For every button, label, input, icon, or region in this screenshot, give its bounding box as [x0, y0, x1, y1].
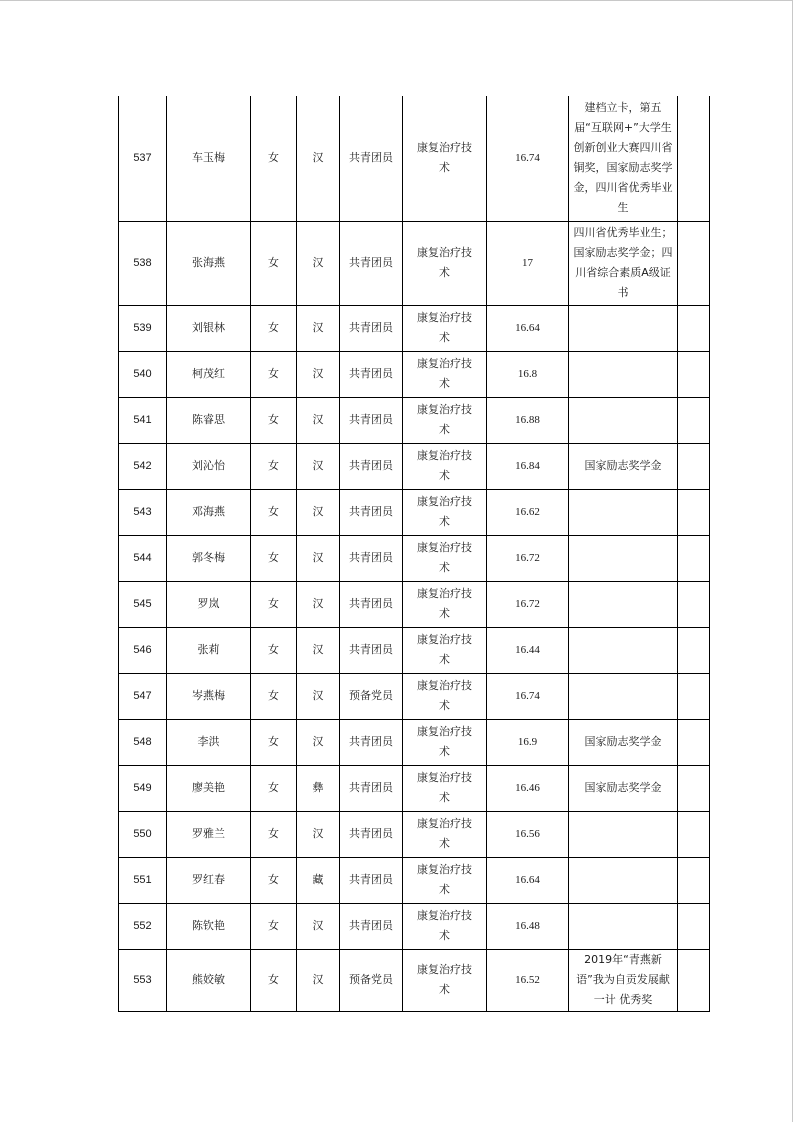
student-score: 16.46 [487, 765, 569, 811]
student-ethnicity: 汉 [297, 949, 340, 1011]
political-status: 共青团员 [340, 857, 403, 903]
student-name: 陈钦艳 [167, 903, 251, 949]
political-status: 共青团员 [340, 627, 403, 673]
student-name: 李洪 [167, 719, 251, 765]
remarks-cell [678, 397, 710, 443]
student-major [403, 489, 487, 535]
student-ethnicity: 汉 [297, 221, 340, 305]
student-score: 16.9 [487, 719, 569, 765]
student-name: 熊姣敏 [167, 949, 251, 1011]
student-awards: 2019年“青燕新语”我为自贡发展献一计 优秀奖 [569, 949, 678, 1011]
student-ethnicity: 汉 [297, 581, 340, 627]
student-score: 16.88 [487, 397, 569, 443]
student-score: 16.56 [487, 811, 569, 857]
major-line: 术 [439, 469, 450, 482]
table-row [119, 489, 710, 535]
student-roster-table [118, 96, 710, 1012]
student-name: 廖美艳 [167, 765, 251, 811]
major-line: 康复治疗技 [417, 587, 472, 600]
student-gender: 女 [251, 305, 297, 351]
remarks-cell [678, 96, 710, 221]
student-awards [569, 673, 678, 719]
student-score: 16.74 [487, 673, 569, 719]
major-line: 康复治疗技 [417, 679, 472, 692]
remarks-cell [678, 535, 710, 581]
political-status: 共青团员 [340, 305, 403, 351]
student-ethnicity: 汉 [297, 351, 340, 397]
student-awards [569, 397, 678, 443]
student-ethnicity: 汉 [297, 673, 340, 719]
remarks-cell [678, 581, 710, 627]
political-status: 共青团员 [340, 535, 403, 581]
student-number: 540 [119, 351, 167, 397]
student-number: 539 [119, 305, 167, 351]
table-row [119, 351, 710, 397]
student-score: 16.84 [487, 443, 569, 489]
political-status: 共青团员 [340, 221, 403, 305]
student-major [403, 719, 487, 765]
student-gender: 女 [251, 221, 297, 305]
remarks-cell [678, 811, 710, 857]
major-line: 术 [439, 983, 450, 996]
student-awards [569, 627, 678, 673]
political-status: 共青团员 [340, 811, 403, 857]
table-row [119, 305, 710, 351]
table-row [119, 535, 710, 581]
table-row [119, 857, 710, 903]
student-score: 16.48 [487, 903, 569, 949]
table-row [119, 719, 710, 765]
political-status: 共青团员 [340, 489, 403, 535]
major-line: 康复治疗技 [417, 633, 472, 646]
student-gender: 女 [251, 581, 297, 627]
student-ethnicity: 汉 [297, 443, 340, 489]
student-awards [569, 903, 678, 949]
major-line: 术 [439, 837, 450, 850]
table-row [119, 811, 710, 857]
student-name: 罗岚 [167, 581, 251, 627]
student-major [403, 765, 487, 811]
student-ethnicity: 汉 [297, 811, 340, 857]
table-row [119, 765, 710, 811]
major-line: 康复治疗技 [417, 357, 472, 370]
student-gender: 女 [251, 903, 297, 949]
student-awards [569, 305, 678, 351]
major-line: 康复治疗技 [417, 863, 472, 876]
student-awards [569, 489, 678, 535]
table-row [119, 443, 710, 489]
major-line: 康复治疗技 [417, 909, 472, 922]
political-status: 共青团员 [340, 351, 403, 397]
student-name: 郭冬梅 [167, 535, 251, 581]
student-major [403, 903, 487, 949]
major-line: 术 [439, 515, 450, 528]
student-ethnicity: 汉 [297, 305, 340, 351]
student-ethnicity: 汉 [297, 719, 340, 765]
major-line: 康复治疗技 [417, 771, 472, 784]
political-status: 共青团员 [340, 765, 403, 811]
student-gender: 女 [251, 857, 297, 903]
major-line: 康复治疗技 [417, 725, 472, 738]
student-score: 16.62 [487, 489, 569, 535]
student-gender: 女 [251, 96, 297, 221]
political-status: 共青团员 [340, 903, 403, 949]
remarks-cell [678, 351, 710, 397]
remarks-cell [678, 221, 710, 305]
remarks-cell [678, 949, 710, 1011]
student-number: 550 [119, 811, 167, 857]
student-number: 551 [119, 857, 167, 903]
remarks-cell [678, 719, 710, 765]
student-ethnicity: 汉 [297, 489, 340, 535]
student-ethnicity: 汉 [297, 96, 340, 221]
political-status: 共青团员 [340, 397, 403, 443]
student-number: 552 [119, 903, 167, 949]
political-status: 共青团员 [340, 443, 403, 489]
student-name: 柯茂红 [167, 351, 251, 397]
student-score: 16.52 [487, 949, 569, 1011]
major-line: 术 [439, 377, 450, 390]
student-gender: 女 [251, 351, 297, 397]
major-line: 术 [439, 607, 450, 620]
student-name: 张莉 [167, 627, 251, 673]
major-line: 术 [439, 161, 450, 175]
student-ethnicity: 汉 [297, 397, 340, 443]
student-awards [569, 535, 678, 581]
student-awards: 国家励志奖学金 [569, 765, 678, 811]
student-name: 刘沁怡 [167, 443, 251, 489]
student-name: 邓海燕 [167, 489, 251, 535]
major-line: 术 [439, 561, 450, 574]
major-line: 康复治疗技 [417, 403, 472, 416]
major-line: 术 [439, 883, 450, 896]
student-awards: 四川省优秀毕业生；国家励志奖学金；四川省综合素质A级证书 [569, 221, 678, 305]
student-number: 544 [119, 535, 167, 581]
student-awards [569, 581, 678, 627]
student-major [403, 397, 487, 443]
student-number: 543 [119, 489, 167, 535]
student-major [403, 221, 487, 305]
political-status: 预备党员 [340, 673, 403, 719]
student-number: 548 [119, 719, 167, 765]
student-name: 陈睿思 [167, 397, 251, 443]
student-number: 537 [119, 96, 167, 221]
major-line: 术 [439, 791, 450, 804]
major-line: 术 [439, 331, 450, 344]
student-number: 549 [119, 765, 167, 811]
table-row [119, 949, 710, 1011]
table-row [119, 221, 710, 305]
student-gender: 女 [251, 443, 297, 489]
student-name: 罗红春 [167, 857, 251, 903]
student-number: 545 [119, 581, 167, 627]
student-major [403, 443, 487, 489]
student-gender: 女 [251, 627, 297, 673]
student-major [403, 305, 487, 351]
student-score: 16.8 [487, 351, 569, 397]
student-major [403, 351, 487, 397]
student-name: 罗雅兰 [167, 811, 251, 857]
major-line: 术 [439, 699, 450, 712]
student-score: 16.74 [487, 96, 569, 221]
table-row [119, 903, 710, 949]
major-line: 术 [439, 745, 450, 758]
remarks-cell [678, 903, 710, 949]
student-awards: 国家励志奖学金 [569, 719, 678, 765]
major-line: 康复治疗技 [417, 141, 472, 155]
table-row [119, 627, 710, 673]
remarks-cell [678, 489, 710, 535]
political-status: 共青团员 [340, 96, 403, 221]
student-number: 547 [119, 673, 167, 719]
student-gender: 女 [251, 489, 297, 535]
student-number: 546 [119, 627, 167, 673]
student-major [403, 811, 487, 857]
student-number: 541 [119, 397, 167, 443]
student-gender: 女 [251, 673, 297, 719]
student-major [403, 857, 487, 903]
student-name: 刘银林 [167, 305, 251, 351]
student-ethnicity: 汉 [297, 627, 340, 673]
table-row [119, 96, 710, 221]
major-line: 术 [439, 423, 450, 436]
student-major [403, 535, 487, 581]
student-number: 542 [119, 443, 167, 489]
student-score: 16.44 [487, 627, 569, 673]
student-name: 岑燕梅 [167, 673, 251, 719]
student-awards [569, 811, 678, 857]
political-status: 共青团员 [340, 719, 403, 765]
student-major [403, 627, 487, 673]
student-awards [569, 351, 678, 397]
student-ethnicity: 汉 [297, 535, 340, 581]
remarks-cell [678, 627, 710, 673]
student-score: 16.64 [487, 857, 569, 903]
student-score: 16.72 [487, 581, 569, 627]
major-line: 术 [439, 929, 450, 942]
remarks-cell [678, 673, 710, 719]
student-ethnicity: 彝 [297, 765, 340, 811]
remarks-cell [678, 765, 710, 811]
student-number: 538 [119, 221, 167, 305]
student-major [403, 673, 487, 719]
student-gender: 女 [251, 535, 297, 581]
major-line: 康复治疗技 [417, 495, 472, 508]
remarks-cell [678, 857, 710, 903]
student-score: 17 [487, 221, 569, 305]
table-row [119, 397, 710, 443]
student-major [403, 581, 487, 627]
student-awards: 国家励志奖学金 [569, 443, 678, 489]
table-row [119, 673, 710, 719]
student-gender: 女 [251, 949, 297, 1011]
student-ethnicity: 藏 [297, 857, 340, 903]
major-line: 术 [439, 653, 450, 666]
table-row [119, 581, 710, 627]
student-ethnicity: 汉 [297, 903, 340, 949]
political-status: 共青团员 [340, 581, 403, 627]
political-status: 预备党员 [340, 949, 403, 1011]
student-awards: 建档立卡，第五届“互联网+”大学生创新创业大赛四川省铜奖，国家励志奖学金，四川省优秀毕业生 [569, 96, 678, 221]
major-line: 康复治疗技 [417, 246, 472, 259]
major-line: 康复治疗技 [417, 817, 472, 830]
student-major [403, 96, 487, 221]
roster-body [119, 96, 710, 1011]
student-name: 张海燕 [167, 221, 251, 305]
remarks-cell [678, 305, 710, 351]
student-score: 16.72 [487, 535, 569, 581]
student-gender: 女 [251, 765, 297, 811]
remarks-cell [678, 443, 710, 489]
student-number: 553 [119, 949, 167, 1011]
major-line: 康复治疗技 [417, 311, 472, 324]
student-score: 16.64 [487, 305, 569, 351]
major-line: 康复治疗技 [417, 541, 472, 554]
major-line: 康复治疗技 [417, 449, 472, 462]
major-line: 术 [439, 266, 450, 279]
student-gender: 女 [251, 397, 297, 443]
student-gender: 女 [251, 811, 297, 857]
major-line: 康复治疗技 [417, 963, 472, 976]
student-awards [569, 857, 678, 903]
student-name: 车玉梅 [167, 96, 251, 221]
student-major [403, 949, 487, 1011]
student-gender: 女 [251, 719, 297, 765]
